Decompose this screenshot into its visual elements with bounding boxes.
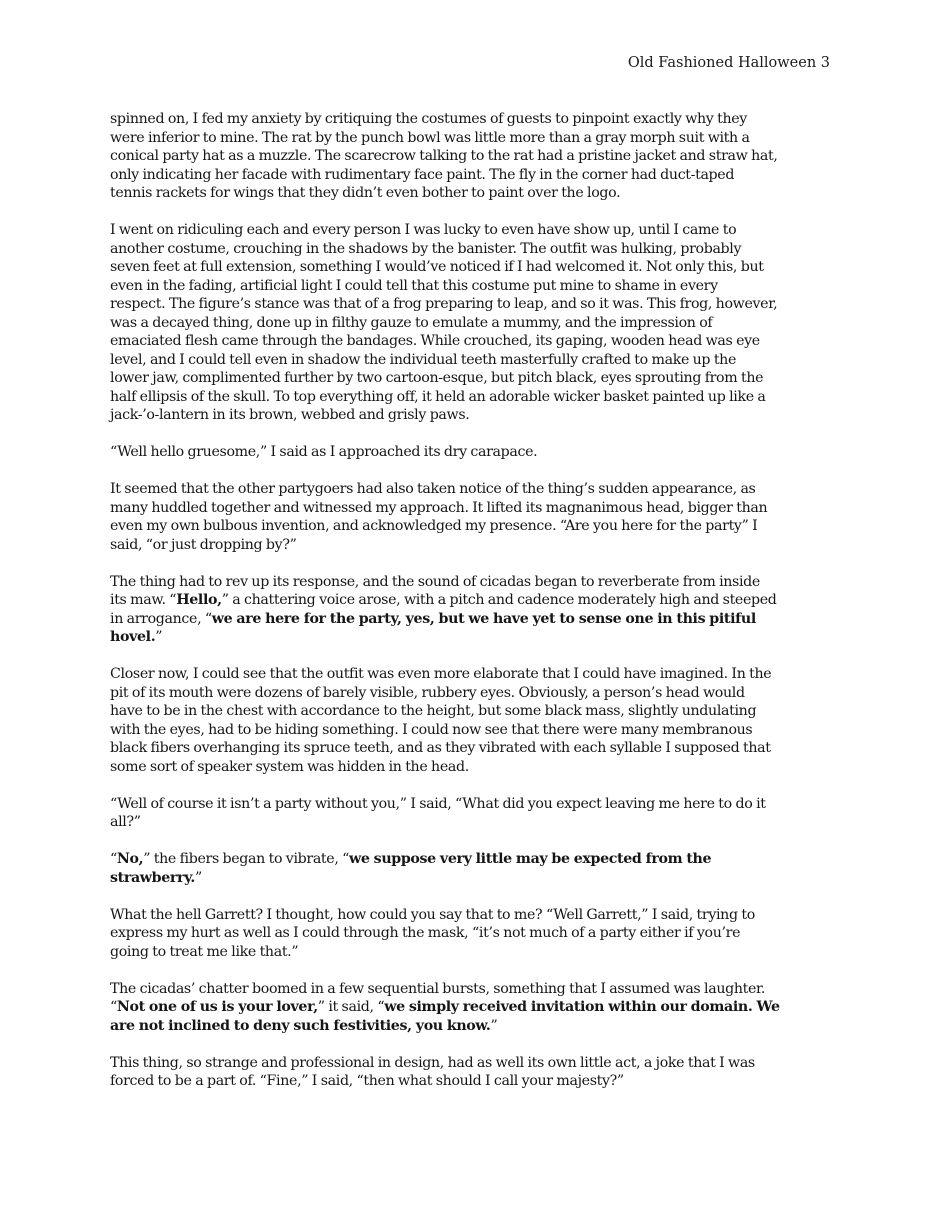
text-line (110, 610, 835, 629)
text-segment: have to be in the chest with accordance to the height, but some black mass, slightly undulating (110, 703, 757, 719)
text-segment: was a decayed thing, done up in filthy gauze to emulate a mummy, and the impression of (110, 314, 713, 331)
text-line (110, 240, 835, 259)
text-line (110, 480, 835, 499)
text-segment: only indicating her facade with rudimentary face paint. The fly in the corner had duct-taped (110, 166, 735, 183)
paragraph (110, 906, 835, 962)
text-segment: jack-’o-lantern in its brown, webbed and grisly paws. (110, 407, 470, 423)
bold-dialogue: hovel. (110, 629, 156, 645)
text-line (110, 314, 835, 333)
text-line (110, 850, 835, 869)
text-segment: many huddled together and witnessed my approach. It lifted its magnanimous head, bigger than (110, 499, 768, 516)
text-segment: even in the fading, artificial light I could tell that this costume put mine to shame in every (110, 277, 718, 294)
text-line (110, 517, 835, 536)
paragraph (110, 480, 835, 554)
text-segment: “ (110, 999, 117, 1015)
text-segment: pit of its mouth were dozens of barely visible, rubbery eyes. Obviously, a person’s head would (110, 684, 745, 701)
text-segment: ” (195, 869, 202, 886)
text-line (110, 869, 835, 888)
text-segment: The thing had to rev up its response, and the sound of cicadas began to reverberate from inside (110, 573, 760, 590)
text-segment: with the eyes, had to be hiding something. I could now see that there were many membranous (110, 721, 753, 738)
text-line (110, 1017, 835, 1036)
paragraph (110, 665, 835, 776)
text-line (110, 499, 835, 518)
text-segment: express my hurt as well as I could through the mask, “it’s not much of a party either if you’re (110, 925, 741, 941)
body-text (110, 110, 835, 1109)
text-line (110, 258, 835, 277)
text-line (110, 924, 835, 943)
paragraph (110, 573, 835, 647)
bold-dialogue: No, (116, 851, 144, 867)
text-line (110, 906, 835, 925)
text-segment: in arrogance, “ (110, 610, 212, 627)
paragraph (110, 795, 835, 832)
text-line (110, 110, 835, 129)
text-segment: were inferior to mine. The rat by the punch bowl was little more than a gray morph suit with a (110, 129, 750, 146)
text-line (110, 591, 835, 610)
text-segment: even my own bulbous invention, and acknowledged my presence. “Are you here for the party” I (110, 518, 758, 534)
text-line (110, 443, 835, 462)
text-line (110, 295, 835, 314)
text-line (110, 573, 835, 592)
text-line (110, 369, 835, 388)
text-segment: I went on ridiculing each and every person I was lucky to even have show up, until I came to (110, 222, 737, 238)
text-segment: half ellipsis of the skull. To top everything off, it held an adorable wicker basket painted up like a (110, 388, 766, 405)
running-header: Old Fashioned Halloween 3 (627, 55, 830, 71)
text-segment: It seemed that the other partygoers had also taken notice of the thing’s sudden appearance, as (110, 481, 756, 497)
text-segment: tennis rackets for wings that they didn’t even bother to paint over the logo. (110, 185, 621, 201)
bold-dialogue: strawberry. (110, 869, 196, 886)
text-line (110, 221, 835, 240)
text-line (110, 721, 835, 740)
text-segment: ” a chattering voice arose, with a pitch and cadence moderately high and steeped (221, 592, 777, 608)
text-segment: ” the fibers began to vibrate, “ (143, 851, 350, 867)
text-line (110, 147, 835, 166)
paragraph (110, 980, 835, 1036)
text-line (110, 536, 835, 555)
text-segment: “Well hello gruesome,” I said as I approached its dry carapace. (110, 444, 538, 460)
paragraph (110, 221, 835, 425)
text-line (110, 684, 835, 703)
bold-dialogue: Hello, (176, 592, 222, 608)
text-line (110, 166, 835, 185)
text-line (110, 795, 835, 814)
paragraph (110, 1054, 835, 1091)
text-segment: respect. The figure’s stance was that of a frog preparing to leap, and so it was. This frog, however, (110, 296, 778, 312)
text-line (110, 332, 835, 351)
bold-dialogue: are not inclined to deny such festivities, you know. (110, 1017, 491, 1034)
text-segment: going to treat me like that.” (110, 943, 299, 960)
text-line (110, 943, 835, 962)
text-segment: lower jaw, complimented further by two cartoon-esque, but pitch black, eyes sprouting from the (110, 370, 764, 386)
text-segment: level, and I could tell even in shadow the individual teeth masterfully crafted to make up the (110, 351, 737, 368)
text-segment: Closer now, I could see that the outfit was even more elaborate that I could have imagined. In the (110, 666, 772, 682)
text-line (110, 184, 835, 203)
text-line (110, 628, 835, 647)
text-line (110, 388, 835, 407)
text-line (110, 665, 835, 684)
text-line (110, 129, 835, 148)
text-line (110, 351, 835, 370)
text-segment: What the hell Garrett? I thought, how could you say that to me? “Well Garrett,” I said, trying to (110, 906, 755, 923)
bold-dialogue: we suppose very little may be expected from the (349, 851, 712, 867)
text-segment: ” it said, “ (317, 999, 385, 1015)
text-line (110, 998, 835, 1017)
paragraph (110, 110, 835, 203)
text-line (110, 702, 835, 721)
text-segment: The cicadas’ chatter boomed in a few sequential bursts, something that I assumed was laughter. (110, 980, 766, 997)
text-segment: “ (110, 851, 117, 867)
text-segment: ” (490, 1017, 498, 1034)
text-line (110, 406, 835, 425)
text-segment: spinned on, I fed my anxiety by critiquing the costumes of guests to pinpoint exactly why they (110, 111, 747, 127)
text-line (110, 277, 835, 296)
text-line (110, 758, 835, 777)
text-segment: emaciated flesh came through the bandages. While crouched, its gaping, wooden head was eye (110, 333, 760, 349)
text-segment: forced to be a part of. “Fine,” I said, “then what should I call your majesty?” (110, 1073, 624, 1089)
bold-dialogue: we simply received invitation within our domain. We (384, 999, 780, 1015)
text-line (110, 1072, 835, 1091)
text-segment: another costume, crouching in the shadows by the banister. The outfit was hulking, probably (110, 240, 742, 257)
text-segment: ” (155, 629, 163, 645)
text-segment: said, “or just dropping by?” (110, 536, 297, 553)
bold-dialogue: we are here for the party, yes, but we have yet to sense one in this pitiful (211, 610, 756, 627)
text-segment: some sort of speaker system was hidden in the head. (110, 758, 469, 775)
text-segment: This thing, so strange and professional in design, had as well its own little act, a joke that I was (110, 1054, 755, 1071)
text-segment: conical party hat as a muzzle. The scarecrow talking to the rat had a pristine jacket and straw hat, (110, 148, 778, 164)
text-line (110, 1054, 835, 1073)
text-line (110, 739, 835, 758)
text-segment: all?” (110, 814, 141, 830)
text-segment: its maw. “ (110, 592, 177, 608)
text-segment: black fibers overhanging its spruce teeth, and as they vibrated with each syllable I supposed that (110, 740, 771, 756)
bold-dialogue: Not one of us is your lover, (116, 999, 318, 1015)
text-segment: “Well of course it isn’t a party without you,” I said, “What did you expect leaving me here to do it (110, 795, 766, 812)
paragraph (110, 443, 835, 462)
paragraph (110, 850, 835, 887)
text-line (110, 980, 835, 999)
text-line (110, 813, 835, 832)
text-segment: seven feet at full extension, something I would’ve noticed if I had welcomed it. Not only this, but (110, 259, 764, 275)
